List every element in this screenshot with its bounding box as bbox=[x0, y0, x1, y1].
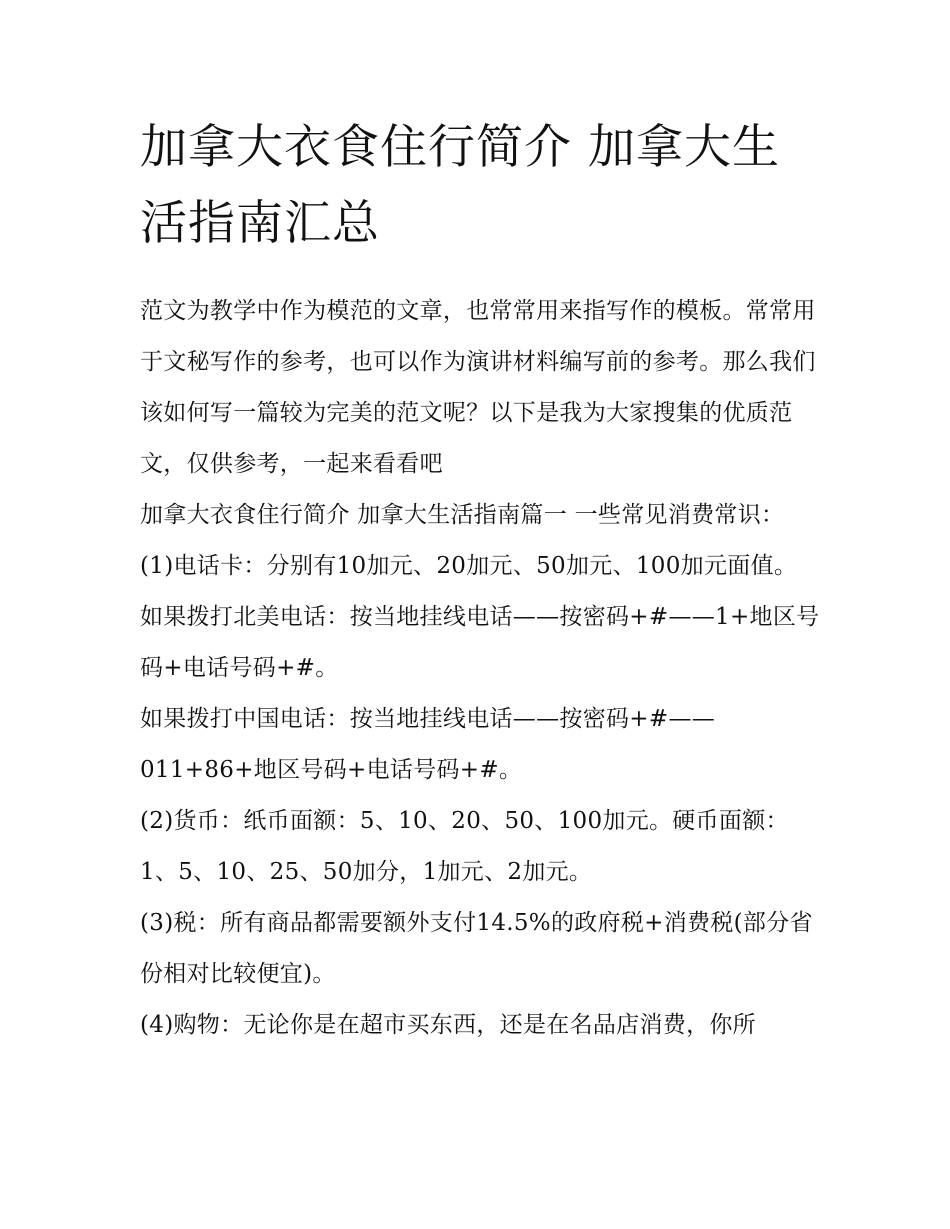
currency-paragraph: (2)货币：纸币面额：5、10、20、50、100加元。硬币面额：1、5、10、25、50加分，1加元、2加元。 bbox=[140, 808, 789, 885]
intro-paragraph: 范文为教学中作为模范的文章，也常常用来指写作的模板。常常用于文秘写作的参考，也可以作为演讲材料编写前的参考。那么我们该如何写一篇较为完美的范文呢？以下是我为大家搜集的优质范文，仅供参考，一起来看看吧 bbox=[140, 298, 816, 477]
china-call-paragraph: 如果拨打中国电话：按当地挂线电话——按密码+#——011+86+地区号码+电话号码+#。 bbox=[140, 706, 716, 783]
document-page bbox=[140, 110, 820, 1051]
phone-card-paragraph: 加拿大衣食住行简介 加拿大生活指南篇一 一些常见消费常识： (1)电话卡：分别有10加元、20加元、50加元、100加元面值。 bbox=[140, 502, 798, 579]
tax-paragraph: (3)税：所有商品都需要额外支付14.5%的政府税+消费税(部分省份相对比较便宜)。 bbox=[140, 910, 813, 987]
document-title: 加拿大衣食住行简介 加拿大生活指南汇总 bbox=[140, 120, 780, 251]
shopping-paragraph: (4)购物：无论你是在超市买东西，还是在名品店消费，你所 bbox=[140, 1012, 756, 1038]
north-america-call-paragraph: 如果拨打北美电话：按当地挂线电话——按密码+#——1+地区号码+电话号码+#。 bbox=[140, 604, 820, 681]
